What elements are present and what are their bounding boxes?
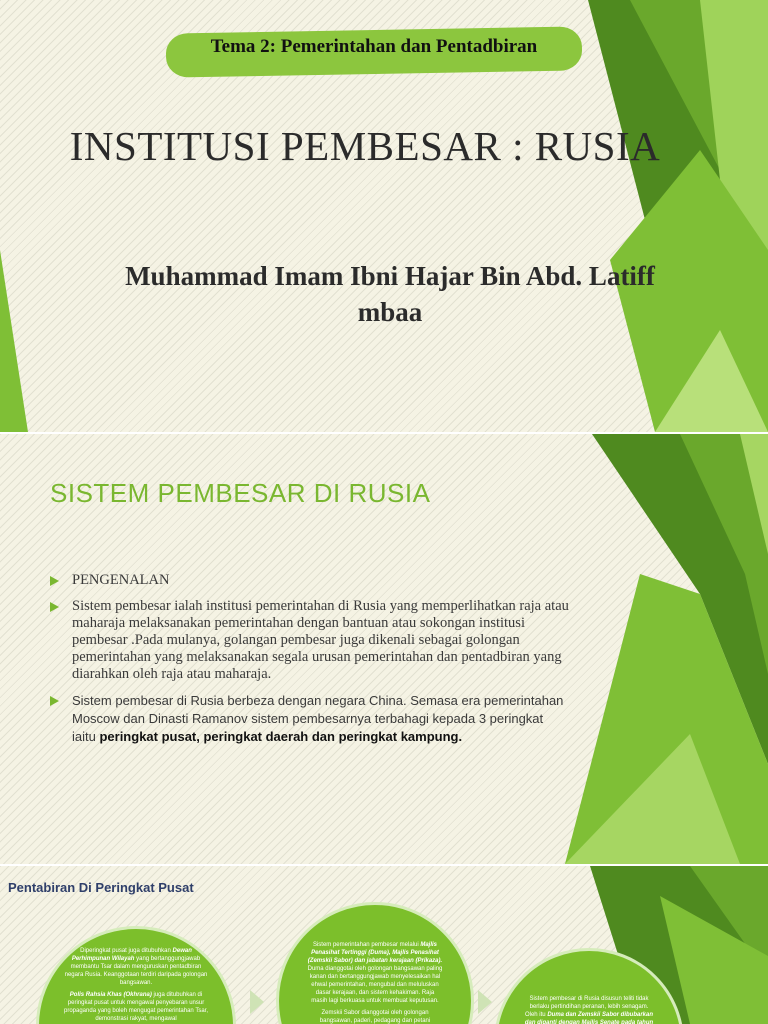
slide-title-heading: INSTITUSI PEMBESAR : RUSIA <box>69 123 661 169</box>
bullet-item-definition: Sistem pembesar ialah institusi pemerintahan di Rusia yang memperlihatkan raja atau maharaja melaksanakan pemerintahan dengan bantuan atau sokongan institusi pembesar .Pada mulanya, golangan pembesar juga dikenali sebagai golongan pemerintahan yang melaksanakan segala urusan pemerintahan dan pentadbiran yang diarahkan oleh raja atau maharaja. <box>50 598 570 683</box>
slide-title <box>0 0 768 432</box>
slide-sistem-pembesar <box>0 434 768 864</box>
bullet-item-pengenalan: PENGENALAN <box>50 572 570 589</box>
section-title: SISTEM PEMBESAR DI RUSIA <box>50 478 431 508</box>
bullet-arrow-icon <box>50 576 59 586</box>
bullet-list <box>50 572 570 755</box>
theme-label: Tema 2: Pemerintahan dan Pentadbiran <box>210 36 538 57</box>
info-circle-duma: Sistem pemerintahan pembesar melalui Majlis Penasihat Tertinggi (Duma), Majlis Penasihat (Zemskii Sabor) dan jabatan kerajaan (Prikaza). Duma dianggotai oleh golongan bangsawan paling kanan dan bertanggungjawab menyelesaikan hal ehwal pemerintahan, mengubal dan meluluskan dasar kerajaan, dan sistem kehakiman. Raja masih lagi berkuasa untuk membuat keputusan. Zemskii Sabor dianggotai oleh golongan bangsawan, paderi, pedagang dan petani <box>276 902 474 1024</box>
chevron-right-icon <box>478 990 492 1014</box>
bullet-arrow-icon <box>50 696 59 706</box>
author-line-1: Muhammad Imam Ibni Hajar Bin Abd. Latiff <box>125 261 655 291</box>
info-circle-senate: Sistem pembesar di Rusia disusun teliti tidak berlaku pertindihan peranan, lebih senagam. Oleh itu Duma dan Zemskii Sabor dibubarkan dan diganti dengan Majlis Senate pada tahun <box>494 948 684 1024</box>
bullet-item-peringkat: Sistem pembesar di Rusia berbeza dengan negara China. Semasa era pemerintahan Moscow dan Dinasti Ramanov sistem pembesarnya terbahagi kepada 3 peringkat iaitu peringkat pusat, peringkat daerah dan peringkat kampung. <box>50 692 570 746</box>
chevron-right-icon <box>250 990 264 1014</box>
info-circle-dewan: Diperingkat pusat juga ditubuhkan Dewan Perhimpunan Wilayah yang bertanggungjawab membantu Tsar dalam menguruskan pentadbiran negara Rusia. Keanggotaan terdiri daripada golongan bangsawan. Polis Rahsia Khas (Okhrana) juga ditubuhkan di peringkat pusat untuk mengawal penyebaran unsur propaganda yang boleh mengugat pemerintahan Tsar, demonstrasi rakyat, mengawal <box>36 926 236 1024</box>
bullet-arrow-icon <box>50 602 59 612</box>
section-title: Pentabiran Di Peringkat Pusat <box>8 880 194 895</box>
slide-peringkat-pusat <box>0 866 768 1024</box>
author-name <box>70 258 710 330</box>
author-line-2: mbaa <box>357 297 423 327</box>
